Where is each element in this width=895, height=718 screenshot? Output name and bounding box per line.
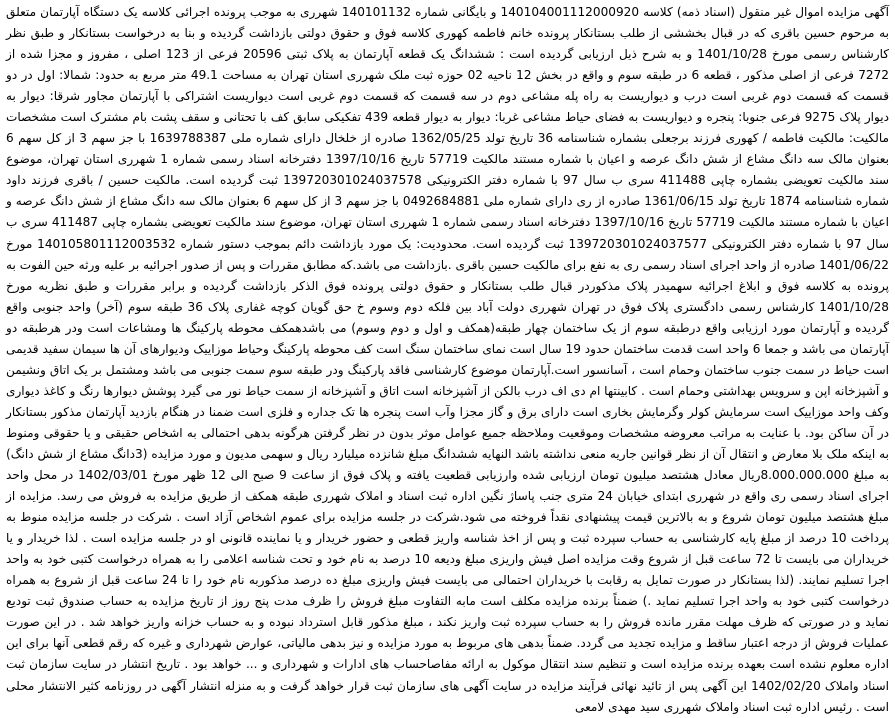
auction-notice-body: آگهی مزایده اموال غیر منقول (اسناد ذمه) کلاسه 140104001112000920 و بایگانی شماره 140101132 شهرری به موجب پرونده اجرائی کلاسه یک دستگاه آپارتمان متعلق به مرحوم حسین باقری که در قبال بخششی از طلب بستانکار پرونده خانم فاطمه کهوری کلاسه فوق و حقوق دولتی بازداشت گردیده و بنا به درخواست بستانکار و طبق نظر کارشناس رسمی مورخ 1401/10/28 و به شرح ذیل ارزیابی گردیده است : ششدانگ یک قطعه آپارتمان به پلاک ثبتی 20596 فرعی از 123 اصلی ، مفروز و مجزا شده از 7272 فرعی از اصلی مذکور ، قطعه 6 در طبقه سوم و واقع در بخش 12 ناحیه 02 حوزه ثبت ملک شهرری استان تهران به مساحت 49.1 متر مربع به حدود: شمالا: اول در دو قسمت که قسمت دوم غربی است درب و دیواریست به راه پله مشاعی دوم در سه قسمت که قسمت دوم غربی است دیواریست اشتراکی با آپارتمان مجاور شرقا: دیوار به دیوار پلاک 9275 فرعی جنوبا: پنجره و دیواریست به فضای حیاط مشاعی غربا: دیوار به دیوار قطعه 439 تفکیکی سابق کف با تحتانی و سقف پشت بام مشترک است مشخصات مالکیت: مالکیت فاطمه / کهوری فرزند برجعلی بشماره شناسنامه 36 تاریخ تولد 1362/05/25 صادره از خلخال دارای شماره ملی 1639788387 با جز سهم 3 از کل سهم 6 بعنوان مالک سه دانگ مشاع از شش دانگ عرصه و اعیان با شماره مستند مالکیت 57719 تاریخ 1397/10/16 دفترخانه اسناد رسمی شماره 1 شهرری استان تهران، موضوع سند مالکیت تعویضی بشماره چاپی 411488 سری ب سال 97 با شماره دفتر الکترونیکی 139720301024037578 ثبت گردیده است. مالکیت حسین / باقری فرزند داود شماره شناسنامه 1874 تاریخ تولد 1361/06/15 صادره از ری دارای شماره ملی 0492684881 با جز سهم 3 از کل سهم 6 بعنوان مالک سه دانگ مشاع از شش دانگ عرصه و اعیان با شماره مستند مالکیت 57719 تاریخ 1397/10/16 دفترخانه اسناد رسمی شماره 1 شهرری استان تهران، موضوع سند مالکیت تعویضی بشماره چاپی 411487 سری ب سال 97 با شماره دفتر الکترونیکی 139720301024037577 ثبت گردیده است. محدودیت: یک مورد بازداشت دائم بموجب دستور شماره 140105801112003532 مورخ 1401/06/22 صادره از واحد اجرای اسناد رسمی ری به نفع برای مالکیت حسین باقری .بازداشت می باشد.که مطابق مقررات و پس از صدور اجرائیه بر علیه ورثه حین الفوت به پرونده به کلاسه فوق و ابلاغ اجرائیه سهمیدر پلاک مذکوردر قبال طلب بستانکار و حقوق دولتی پرونده فوق الذکر بازداشت گردیده و برابر مقررات و طبق نظریه مورخ 1401/10/28 کارشناس رسمی دادگستری پلاک فوق در تهران شهرری دولت آباد بین فلکه دوم وسوم خ حق گویان کوچه غفاری پلاک 36 طبقه سوم (آخر) واحد جنوبی واقع گردیده و آپارتمان مورد ارزیابی واقع درطبقه سوم از یک ساختمان چهار طبقه(همکف و اول و دوم وسوم) می باشدهمکف محوطه پارکینگ ها ومشاعات است ودر هرطبقه دو آپارتمان می باشد و جمعا 6 واحد است قدمت ساختمان حدود 19 سال است نمای ساختمان سنگ است کف محوطه پارکینگ وحیاط موزاییک ودیوارهای آن ها سیمان سفید قدیمی است حیاط در سمت جنوب ساختمان وحمام است ، آسانسور است.آپارتمان موضوع کارشناسی فاقد پارکینگ ودر طبقه سوم سمت جنوبی می باشد ومشتمل بر یک اتاق ونشیمن و آشپزخانه اپن و سرویس بهداشتی وحمام است . کابینتها ام دی اف درب بالکن از آشپزخانه است اتاق و آشپزخانه از سمت حیاط نور می گیرد پوشش دیوارها رنگ و کاغذ دیواری وکف واحد موزاییک است سرمایش کولر وگرمایش بخاری است دارای برق و گاز مجزا وآب است پنجره ها تک جداره و فلزی است ضمنا در هنگام بازدید آپارتمان مذکور بستانکار در آن ساکن بود. با عنایت به مراتب معروضه مشخصات وموقعیت وملاحظه جمیع عوامل موثر بدون در نظر گرفتن هرگونه بدهی احتمالی به اشخاص حقیقی و یا حقوقی ومنوط به اینکه ملک بلا معارض و انتقال آن از نظر قوانین جاریه منعی نداشته باشد النهایه ششدانگ مبلغ شانزده میلیارد ریال و سهمی مدیون و مورد مزایده (3دانگ مشاع از شش دانگ) به مبلغ 8.000.000.000ریال معادل هشتصد میلیون تومان ارزیابی شده وارزیابی قطعیت یافته و پلاک فوق از ساعت 9 صبح الی 12 ظهر مورخ 1402/03/01 در محل واحد اجرای اسناد رسمی ری واقع در شهرری ابتدای خیابان 24 متری جنب پاساژ نگین اداره ثبت اسناد و املاک شهرری طبقه همکف از طریق مزایده به فروش می رسد. مزایده از مبلغ هشتصد میلیون تومان شروع و به بالاترین قیمت پیشنهادی نقداً فروخته می شود.شرکت در جلسه مزایده برای عموم اشخاص آزاد است . شرکت در جلسه مزایده منوط به پرداخت 10 درصد از مبلغ پایه کارشناسی به حساب سپرده ثبت و پس از اخذ شناسه واریز قطعی و حضور خریدار و یا نماینده قانونی او در جلسه مزایده است . لذا خریدار و یا خریداران می بایست تا 72 ساعت قبل از شروع وقت مزایده اصل فیش واریزی مبلغ ودیعه 10 درصد به نام خود و تحت شناسه اعلامی را به همراه درخواست کتبی خود به واحد اجرا تسلیم نمایند. (لذا بستانکار در صورت تمایل به رقابت با خریداران احتمالی می بایست فیش واریزی مبلغ ده درصد مذکوربه نام خود را تا 24 ساعت قبل از شروع به همراه درخواست کتبی خود به واحد اجرا تسلیم نماید .) ضمناً برنده مزایده مکلف است مابه التفاوت مبلغ فروش را ظرف مدت پنج روز از تاریخ مزایده به حساب صندوق ثبت تودیع نماید و در صورتی که ظرف مهلت مقرر مانده فروش را به حساب سپرده ثبت واریز نکند ، مبلغ مذکور قابل استرداد نبوده و به حساب خزانه واریز خواهد شد . در این صورت عملیات فروش از درجه اعتبار ساقط و مزایده تجدید می گردد. ضمناً بدهی های مربوط به مورد مزایده و نیز بدهی مالیاتی، عوارض شهرداری و غیره که رقم قطعی آنها برای این اداره معلوم نشده است بعهده برنده مزایده است و تنظیم سند انتقال موکول به ارائه مفاصاحساب های ادارات و شهرداری و ... خواهد بود . تاریخ انتشار در سایت سازمان ثبت اسناد واملاک 1402/02/20 این آگهی پس از تائید نهائی فرآیند مزایده در سایت آگهی های سازمان ثبت قرار خواهد گرفت و به منزله انتشار آگهی در روزنامه کثیر الانتشار محلی است . رئیس اداره ثبت اسناد واملاک شهرری سید مهدی لامعی [6, 5, 890, 714]
